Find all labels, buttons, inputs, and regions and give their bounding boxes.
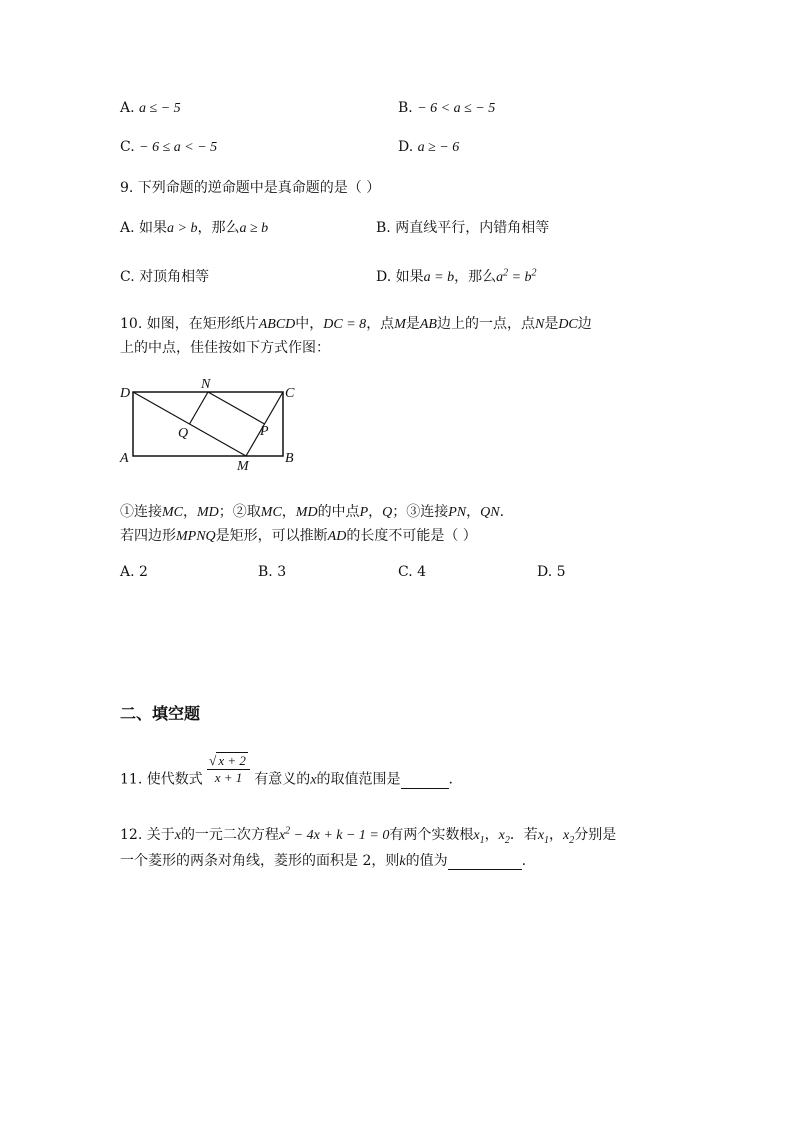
fraction-denominator: x + 1 xyxy=(214,770,243,785)
answer-blank[interactable] xyxy=(401,772,449,789)
q8-option-b: B. − 6 < a ≤ − 5 xyxy=(398,100,496,116)
segment-nq xyxy=(190,392,209,424)
segment-np xyxy=(208,392,265,424)
q10-option-d: D. 5 xyxy=(537,564,566,580)
q8-option-a: A. a ≤ − 5 xyxy=(120,100,181,116)
label-a: A xyxy=(120,451,129,466)
q8-option-d: D. a ≥ − 6 xyxy=(398,139,460,155)
q10-option-b: B. 3 xyxy=(258,564,287,580)
q10-stem-line1: 10. 如图，在矩形纸片ABCD中，DC = 8，点M是AB边上的一点，点N是DC边 xyxy=(120,316,592,332)
answer-blank[interactable] xyxy=(448,853,522,870)
q10-stem-line2: 上的中点，佳佳按如下方式作图： xyxy=(120,340,330,356)
q9-stem: 9. 下列命题的逆命题中是真命题的是（ ） xyxy=(120,180,381,196)
rectangle-figure xyxy=(112,376,312,476)
label-d: D xyxy=(120,386,131,401)
section-title: 二、填空题 xyxy=(120,704,201,723)
q9-option-b: B. 两直线平行，内错角相等 xyxy=(376,220,550,236)
q8-option-d-expr: a ≥ − 6 xyxy=(417,140,460,155)
q10-condition: 若四边形MPNQ是矩形，可以推断AD的长度不可能是（ ） xyxy=(120,528,477,544)
q8-option-c: C. − 6 ≤ a < − 5 xyxy=(120,139,218,155)
q8-option-b-expr: − 6 < a ≤ − 5 xyxy=(417,101,496,116)
q9-option-c: C. 对顶角相等 xyxy=(120,269,210,285)
fraction-numerator: x + 2 xyxy=(218,753,246,768)
q10-steps: ①连接MC，MD；②取MC，MD的中点P，Q；③连接PN，QN. xyxy=(120,504,505,520)
q9-option-d: D. 如果a = b，那么$a^2 = b^2$ xyxy=(376,267,537,285)
label-n: N xyxy=(201,377,211,392)
q12-line1: 12. 关于x的一元二次方程$x^2 - 4x + k - 1 = 0$有两个实数根$x_1$，$x_2$．若$x_1$，$x_2$分别是 xyxy=(120,825,617,846)
label-c: C xyxy=(285,386,295,401)
q11: 11. 使代数式 $\frac{√ x + 2}{x + 1}$ 有意义的x的取值范围是 . xyxy=(120,753,453,788)
label-q: Q xyxy=(178,426,189,441)
q8-option-a-expr: a ≤ − 5 xyxy=(139,101,181,116)
fraction: $\frac{√ x + 2}{x + 1}$ xyxy=(207,753,250,786)
label-b: B xyxy=(285,451,294,466)
q9-option-a: A. 如果a > b，那么a ≥ b xyxy=(120,220,269,236)
q10-option-a: A. 2 xyxy=(120,564,148,580)
label-m: M xyxy=(237,459,249,474)
q10-option-c: C. 4 xyxy=(398,564,427,580)
label-p: P xyxy=(260,424,269,439)
q8-option-c-expr: − 6 ≤ a < − 5 xyxy=(139,140,218,155)
q12-line2: 一个菱形的两条对角线，菱形的面积是 2，则k的值为 . xyxy=(120,853,527,869)
